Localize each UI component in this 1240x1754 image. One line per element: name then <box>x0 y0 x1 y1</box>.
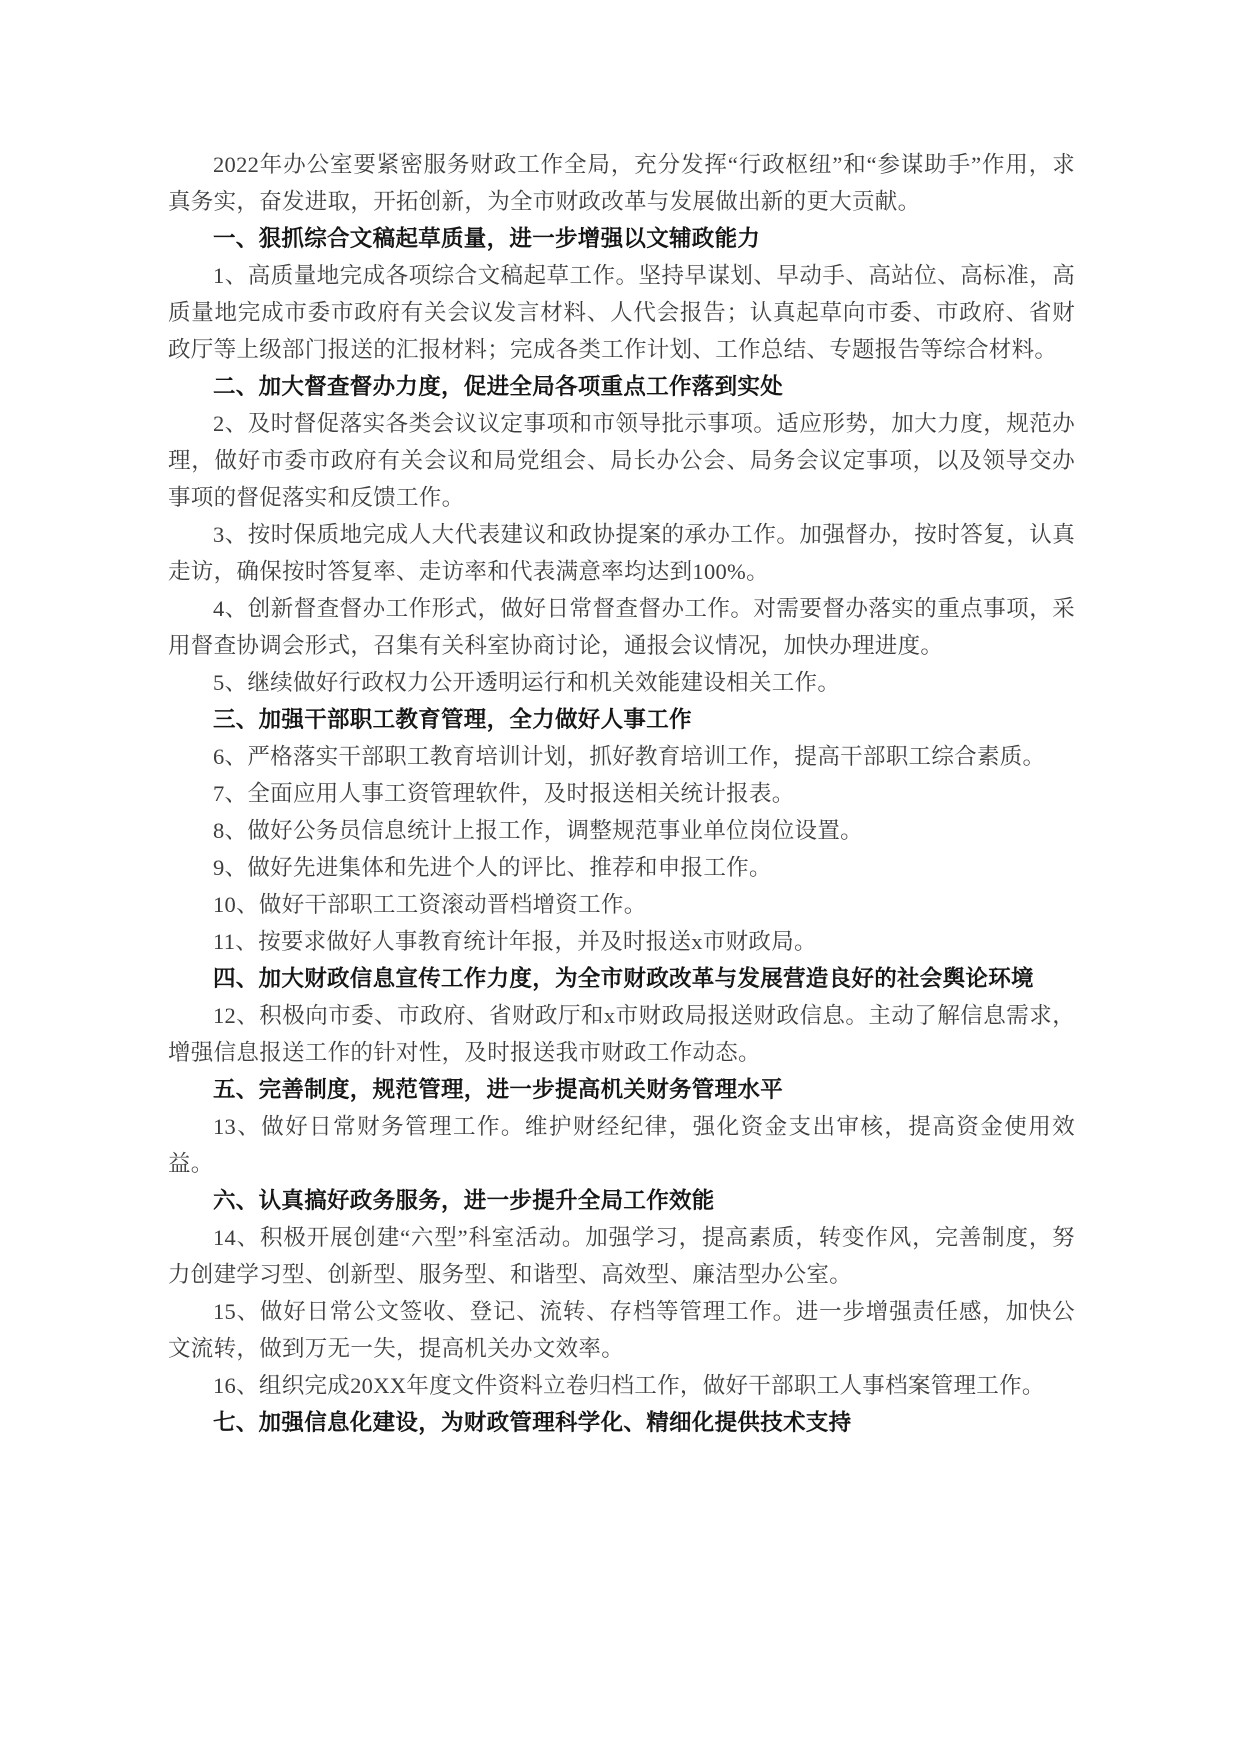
body-paragraph: 16、组织完成20XX年度文件资料立卷归档工作，做好干部职工人事档案管理工作。 <box>213 1373 1045 1398</box>
document-content <box>168 146 1075 1441</box>
body-paragraph: 7、全面应用人事工资管理软件，及时报送相关统计报表。 <box>213 781 795 806</box>
section-heading: 二、加大督查督办力度，促进全局各项重点工作落到实处 <box>213 374 784 399</box>
body-paragraph: 12、积极向市委、市政府、省财政厅和x市财政局报送财政信息。主动了解信息需求，增强信息报送工作的针对性，及时报送我市财政工作动态。 <box>168 1003 1075 1065</box>
section-heading: 六、认真搞好政务服务，进一步提升全局工作效能 <box>213 1188 715 1213</box>
section-heading: 三、加强干部职工教育管理，全力做好人事工作 <box>213 707 692 732</box>
body-paragraph: 9、做好先进集体和先进个人的评比、推荐和申报工作。 <box>213 855 772 880</box>
body-paragraph: 4、创新督查督办工作形式，做好日常督查督办工作。对需要督办落实的重点事项，采用督查协调会形式，召集有关科室协商讨论，通报会议情况，加快办理进度。 <box>168 596 1075 658</box>
body-paragraph: 6、严格落实干部职工教育培训计划，抓好教育培训工作，提高干部职工综合素质。 <box>213 744 1046 769</box>
section-heading: 一、狠抓综合文稿起草质量，进一步增强以文辅政能力 <box>213 226 761 251</box>
section-heading: 四、加大财政信息宣传工作力度，为全市财政改革与发展营造良好的社会舆论环境 <box>213 966 1034 991</box>
body-paragraph: 1、高质量地完成各项综合文稿起草工作。坚持早谋划、早动手、高站位、高标准，高质量地完成市委市政府有关会议发言材料、人代会报告；认真起草向市委、市政府、省财政厅等上级部门报送的汇报材料；完成各类工作计划、工作总结、专题报告等综合材料。 <box>168 263 1075 362</box>
body-paragraph: 15、做好日常公文签收、登记、流转、存档等管理工作。进一步增强责任感，加快公文流转，做到万无一失，提高机关办文效率。 <box>168 1299 1075 1361</box>
section-heading: 五、完善制度，规范管理，进一步提高机关财务管理水平 <box>213 1077 784 1102</box>
section-heading: 七、加强信息化建设，为财政管理科学化、精细化提供技术支持 <box>213 1410 852 1435</box>
body-paragraph: 8、做好公务员信息统计上报工作，调整规范事业单位岗位设置。 <box>213 818 863 843</box>
body-paragraph: 11、按要求做好人事教育统计年报，并及时报送x市财政局。 <box>213 929 817 954</box>
body-paragraph: 10、做好干部职工工资滚动晋档增资工作。 <box>213 892 647 917</box>
body-paragraph: 14、积极开展创建“六型”科室活动。加强学习，提高素质，转变作风，完善制度，努力创建学习型、创新型、服务型、和谐型、高效型、廉洁型办公室。 <box>168 1225 1075 1287</box>
body-paragraph: 2022年办公室要紧密服务财政工作全局，充分发挥“行政枢纽”和“参谋助手”作用，求真务实，奋发进取，开拓创新，为全市财政改革与发展做出新的更大贡献。 <box>168 152 1075 214</box>
body-paragraph: 3、按时保质地完成人大代表建议和政协提案的承办工作。加强督办，按时答复，认真走访，确保按时答复率、走访率和代表满意率均达到100%。 <box>168 522 1075 584</box>
body-paragraph: 2、及时督促落实各类会议议定事项和市领导批示事项。适应形势，加大力度，规范办理，做好市委市政府有关会议和局党组会、局长办公会、局务会议定事项，以及领导交办事项的督促落实和反馈工作。 <box>168 411 1075 510</box>
body-paragraph: 5、继续做好行政权力公开透明运行和机关效能建设相关工作。 <box>213 670 841 695</box>
body-paragraph: 13、做好日常财务管理工作。维护财经纪律，强化资金支出审核，提高资金使用效益。 <box>168 1114 1075 1176</box>
